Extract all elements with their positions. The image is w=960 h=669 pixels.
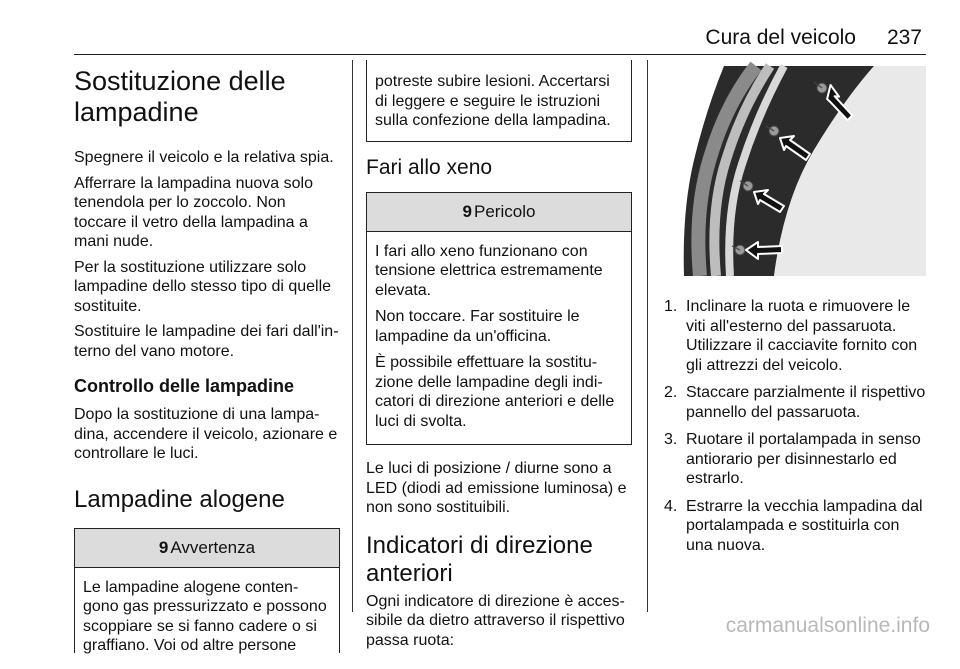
danger-text: È possibile effettuare la sostitu-zione delle lampadine degli indi-catori di direzione anteriori e delle luci di svolta. — [375, 354, 615, 430]
column-right — [664, 60, 926, 563]
section-heading: Indicatori di direzione anteriori — [366, 531, 593, 587]
column-divider — [352, 60, 353, 612]
danger-box — [366, 192, 632, 446]
page-number: 237 — [886, 26, 922, 49]
column-left — [74, 60, 340, 653]
page-header — [74, 26, 926, 55]
section-heading: Lampadine alogene — [74, 485, 285, 513]
paragraph: Spegnere il veicolo e la relativa spia. — [74, 149, 334, 166]
danger-label: Pericolo — [474, 201, 536, 221]
step-item: 4. Estrarre la vecchia lampadina dal portalampada e sostituirla con una nuova. — [664, 497, 923, 554]
wheel-arch-illustration — [664, 60, 926, 276]
watermark: carmanualsonline.info — [725, 614, 930, 637]
warning-text: Le lampadine alogene conten-gono gas pressurizzato e possono scoppiare se si fanno cadere o si graffiano. Voi od altre persone — [83, 578, 327, 654]
warning-box — [74, 528, 340, 653]
paragraph: Sostituire le lampadine dei fari dall'in-terno del vano motore. — [74, 323, 339, 360]
warning-label: Avvertenza — [170, 537, 256, 557]
warning-icon: 9 — [158, 537, 169, 557]
page-title: Sostituzione delle lampadine — [74, 66, 286, 127]
warning-box-continued — [366, 60, 632, 142]
paragraph: Afferrare la lampadina nuova solo tenendola per lo zoccolo. Non toccare il vetro della lampadina a mani nude. — [74, 174, 313, 250]
warning-icon: 9 — [462, 201, 473, 221]
step-item: 3. Ruotare il portalampada in senso antiorario per disinnestarlo ed estrarlo. — [664, 431, 921, 487]
step-item: 2. Staccare parzialmente il rispettivo pannello del passaruota. — [664, 384, 926, 421]
instruction-steps — [664, 297, 926, 555]
section-title: Cura del veicolo — [705, 26, 856, 49]
warning-box-header — [75, 529, 339, 568]
danger-box-header — [367, 193, 631, 232]
warning-box-body — [75, 568, 339, 669]
warning-text-continued: potreste subire lesioni. Accertarsi di leggere e seguire le istruzioni sulla confezione della lampadina. — [375, 73, 611, 129]
column-middle — [366, 60, 632, 650]
paragraph: Per la sostituzione utilizzare solo lampadine dello stesso tipo di quelle sostituite. — [74, 258, 332, 315]
column-divider — [647, 60, 648, 612]
subheading: Controllo delle lampadine — [74, 376, 295, 396]
paragraph: Dopo la sostituzione di una lampa-dina, accendere il veicolo, azionare e controllare le luci. — [74, 406, 338, 462]
danger-text: Non toccare. Far sostituire le lampadine da un'officina. — [375, 308, 580, 345]
paragraph: Ogni indicatore di direzione è acces-sibile da dietro attraverso il rispettivo passa ruota: — [366, 592, 625, 649]
danger-box-body — [367, 232, 631, 445]
section-heading: Fari allo xeno — [366, 155, 493, 179]
step-item: 1. Inclinare la ruota e rimuovere le viti all'esterno del passaruota. Utilizzare il cacciavite fornito con gli attrezzi del veicolo. — [664, 298, 918, 374]
danger-text: I fari allo xeno funzionano con tensione elettrica estremamente elevata. — [375, 242, 603, 299]
paragraph: Le luci di posizione / diurne sono a LED (diodi ad emissione luminosa) e non sono sostituibili. — [366, 460, 627, 516]
